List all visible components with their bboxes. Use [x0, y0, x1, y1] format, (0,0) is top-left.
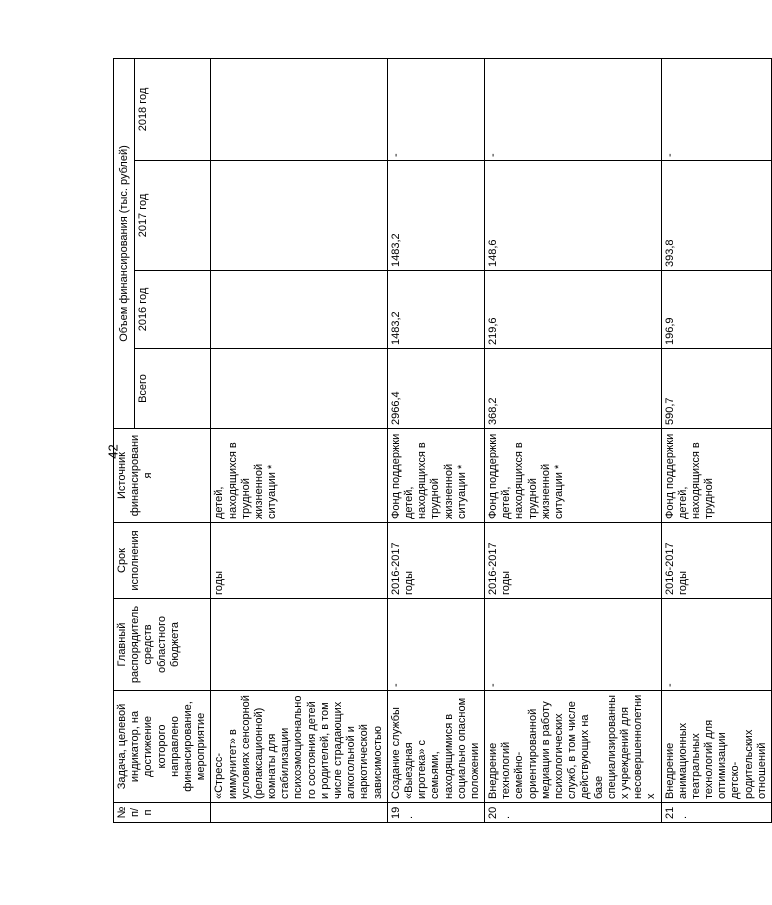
- cell-source: Фонд поддержки детей, находящихся в трудной жизненной ситуации *: [387, 429, 484, 523]
- cell-term: 2016-2017 годы: [387, 523, 484, 599]
- cell-num: 20.: [485, 803, 661, 823]
- cell-total: [211, 349, 387, 429]
- cell-main-manager: [211, 599, 387, 691]
- cell-main-manager: -: [661, 599, 772, 691]
- cell-source: Фонд поддержки детей, находящихся в трудной: [661, 429, 772, 523]
- cell-task: Внедрение анимационных театральных технологий для оптимизации детско-родительских отношений: [661, 691, 772, 803]
- cell-source: Фонд поддержки детей, находящихся в трудной жизненной ситуации *: [485, 429, 661, 523]
- page-number: 42: [105, 444, 121, 459]
- cell-2017: [211, 161, 387, 271]
- cell-2017: 1483,2: [387, 161, 484, 271]
- cell-task: «Стресс-иммунитет» в условиях сенсорной (релаксационной) комнаты для стабилизации психоэмоционального состояния детей и родителей, в том числе страдающих алкогольной и наркотической зависимостью: [211, 691, 387, 803]
- table-row: [387, 58, 484, 822]
- cell-2016: 1483,2: [387, 271, 484, 349]
- header-2017: 2017 год: [135, 161, 211, 271]
- cell-source: детей, находящихся в трудной жизненной ситуации *: [211, 429, 387, 523]
- table-row: [661, 58, 772, 822]
- financing-table: [113, 58, 772, 823]
- header-term: Срок исполнения: [114, 523, 211, 599]
- cell-term: 2016-2017 годы: [661, 523, 772, 599]
- cell-2017: 393,8: [661, 161, 772, 271]
- cell-2018: -: [485, 58, 661, 160]
- cell-num: [211, 803, 387, 823]
- header-volume: Объем финансирования (тыс. рублей): [114, 58, 135, 428]
- cell-main-manager: -: [485, 599, 661, 691]
- cell-2018: [211, 58, 387, 160]
- cell-2018: -: [387, 58, 484, 160]
- cell-2016: 219,6: [485, 271, 661, 349]
- header-main-manager: Главный распорядитель средств областного бюджета: [114, 599, 211, 691]
- cell-2017: 148,6: [485, 161, 661, 271]
- cell-term: годы: [211, 523, 387, 599]
- rotated-table-wrapper: [113, 59, 768, 823]
- cell-term: 2016-2017 годы: [485, 523, 661, 599]
- header-row: [114, 58, 135, 822]
- header-2016: 2016 год: [135, 271, 211, 349]
- header-2018: 2018 год: [135, 58, 211, 160]
- table-row: [211, 58, 387, 822]
- header-num: № п/п: [114, 803, 211, 823]
- cell-main-manager: -: [387, 599, 484, 691]
- cell-total: 590,7: [661, 349, 772, 429]
- cell-2016: [211, 271, 387, 349]
- cell-total: 2966,4: [387, 349, 484, 429]
- cell-total: 368,2: [485, 349, 661, 429]
- cell-task: Внедрение технологий семейно-ориентированной медиации в работу психологических служб, в том числе действующих на базе специализированных учреждений для несовершеннолетних: [485, 691, 661, 803]
- cell-num: 19.: [387, 803, 484, 823]
- cell-2016: 196,9: [661, 271, 772, 349]
- cell-task: Создание службы «Выездная игротека» с семьями, находящимися в социально опасном положении: [387, 691, 484, 803]
- table-row: [485, 58, 661, 822]
- header-total: Всего: [135, 349, 211, 429]
- header-source: Источник финансирования: [114, 429, 211, 523]
- header-task: Задача, целевой индикатор, на достижение которого направлено финансирование, мероприятие: [114, 691, 211, 803]
- cell-2018: -: [661, 58, 772, 160]
- cell-num: 21.: [661, 803, 772, 823]
